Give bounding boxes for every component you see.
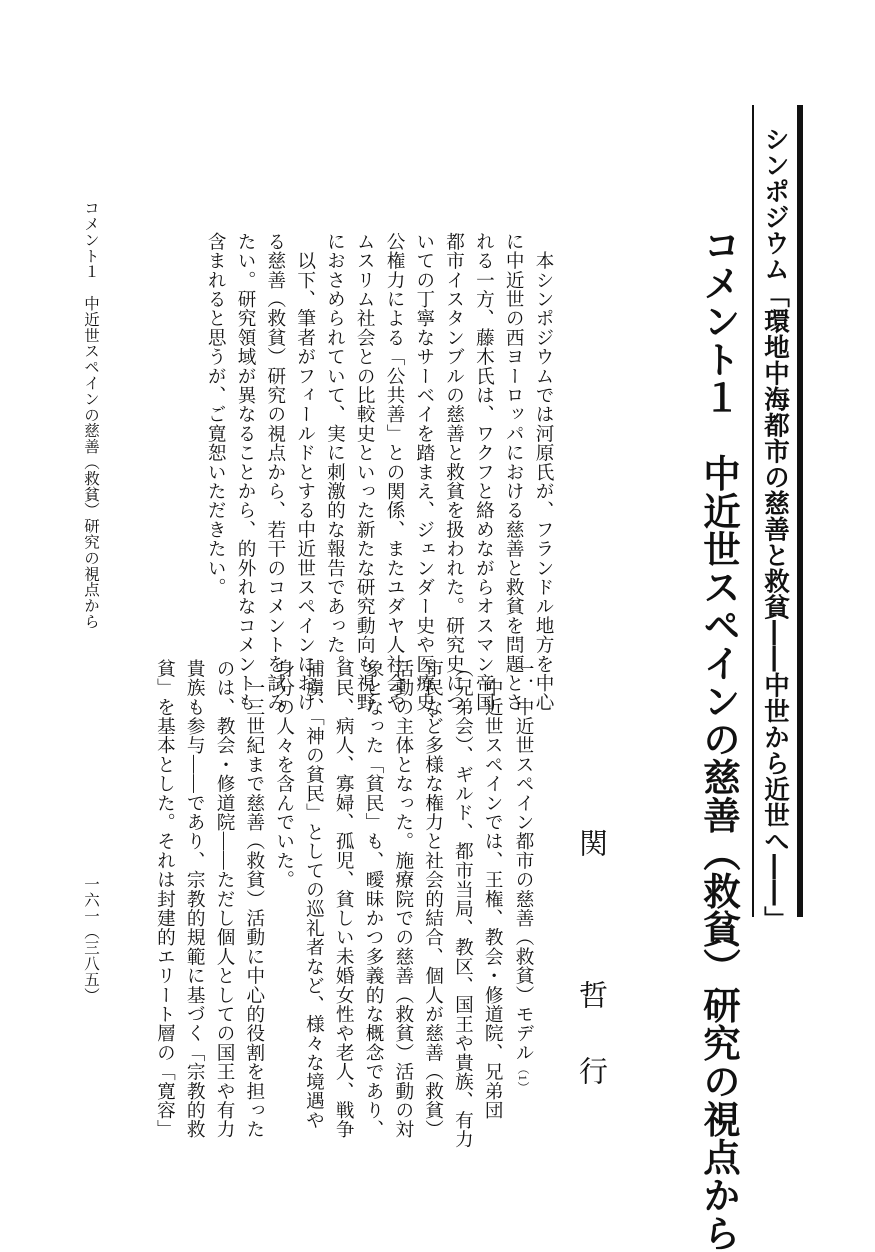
author-name: 関 哲行 (575, 828, 607, 1132)
intro-paragraph: 本シンポジウムでは河原氏が、フランドル地方を中心 に中近世の西ヨーロッパにおける慈善と救貧を問題とさ れる一方、藤木氏は、ワクフと絡めながらオスマン帝国 都市イスタンブルの慈善と救貧を扱われた。研究史につ いての丁寧なサーベイを踏まえ、ジェンダー史や医療史、 公権力による「公共善」との関係、またユダヤ人社会や ムスリム社会との比較史といった新たな研究動向も視野 におさめられていて、実に刺激的な報告であった。 以下、筆者がフィールドとする中近世スペインにおけ る慈善（救貧）研究の視点から、若干のコメントを試み たい。研究領域が異なることから、的外れなコメントも 含まれると思うが、ご寛恕いただきたい。 (205, 232, 554, 732)
header-rule-thin (752, 105, 754, 917)
section-one (108, 659, 538, 1149)
header-rule-thick (797, 105, 803, 917)
page-number: 一六一（三八五） (82, 876, 99, 1004)
section-heading: 一．中近世スペイン都市の慈善（救貧）モデル (513, 659, 534, 1063)
footnote-marker: （1） (516, 1062, 530, 1095)
running-head: コメント１ 中近世スペインの慈善（救貧）研究の視点から (82, 200, 99, 630)
article-title: コメント１ 中近世スペインの慈善（救貧）研究の視点から (697, 226, 738, 1252)
section-text: 中近世スペインでは、王権、教会・修道院、兄弟団 （兄弟会）、ギルド、都市当局、教区、国王や貴族、有力 市民など多様な権力と社会的結合、個人が慈善（救貧） 活動の主体となった。施療院での慈善（救貧）活動の対 象となった「貧民」も、曖昧かつ多義的な概念であり、 貧民、病人、寡婦、孤児、貧しい未婚女性や老人、戦争 捕虜、「神の貧民」としての巡礼者など、様々な境遇や 身分の人々を含んでいた。 一三世紀まで慈善（救貧）活動に中心的役割を担った のは、教会・修道院――ただし個人としての国王や有力 貴族も参与――であり、宗教的規範に基づく「宗教的救 貧」を基本とした。それは封建的エリート層の「寛容」 (154, 659, 504, 1149)
series-title: シンポジウム「環地中海都市の慈善と救貧――中世から近世へ――」 (760, 126, 790, 932)
